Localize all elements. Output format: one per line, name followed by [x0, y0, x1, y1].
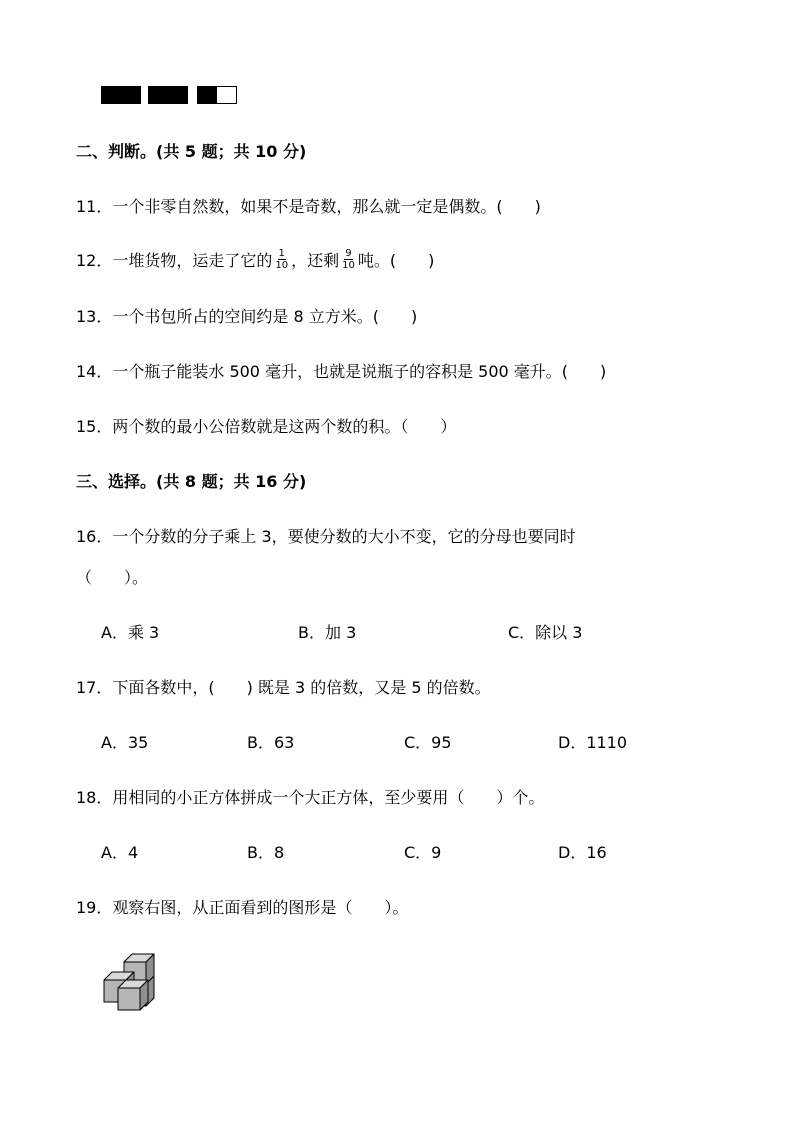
section-title-judge: 二、判断。(共 5 题；共 10 分) [76, 142, 307, 161]
fraction-one-tenth: $\frac{1}{10}$ [275, 248, 289, 271]
q16-option-b[interactable]: B．加 3 [298, 623, 357, 642]
q18-option-a[interactable]: A．4 [101, 843, 139, 862]
section-title-choice: 三、选择。(共 8 题；共 16 分) [76, 472, 307, 491]
q17-option-d[interactable]: D．1110 [558, 733, 628, 752]
question-13: 13．一个书包所占的空间约是 8 立方米。( ) [76, 307, 418, 326]
question-12-middle: ，还剩 [291, 251, 340, 270]
q16-option-a[interactable]: A．乘 3 [101, 623, 160, 642]
q18-option-c[interactable]: C．9 [404, 843, 442, 862]
q17-option-b[interactable]: B．63 [247, 733, 295, 752]
question-12-suffix: 吨。( ) [357, 251, 435, 270]
question-14: 14．一个瓶子能装水 500 毫升，也就是说瓶子的容积是 500 毫升。( ) [76, 362, 607, 381]
question-12 [76, 250, 434, 273]
question-16-line1: 16．一个分数的分子乘上 3，要使分数的大小不变，它的分母也要同时 [76, 527, 576, 546]
question-16-line2: （ ）。 [76, 568, 149, 587]
question-11: 11．一个非零自然数，如果不是奇数，那么就一定是偶数。( ) [76, 197, 541, 216]
question-19: 19．观察右图，从正面看到的图形是（ ）。 [76, 898, 409, 917]
q18-option-b[interactable]: B．8 [247, 843, 285, 862]
q16-option-c[interactable]: C．除以 3 [508, 623, 583, 642]
question-12-prefix: 12．一堆货物，运走了它的 [76, 251, 273, 270]
q18-option-d[interactable]: D．16 [558, 843, 607, 862]
q17-option-a[interactable]: A．35 [101, 733, 149, 752]
score-bar-icon [148, 86, 188, 104]
q17-option-c[interactable]: C．95 [404, 733, 452, 752]
question-15: 15．两个数的最小公倍数就是这两个数的积。（ ） [76, 417, 457, 436]
score-bar-half-icon [197, 86, 237, 104]
cube-stack-icon [100, 948, 160, 1012]
fraction-nine-tenths: $\frac{9}{10}$ [342, 248, 355, 271]
question-18: 18．用相同的小正方体拼成一个大正方体，至少要用（ ）个。 [76, 788, 545, 807]
score-bar-icon [101, 86, 141, 104]
question-17: 17．下面各数中，( ) 既是 3 的倍数，又是 5 的倍数。 [76, 678, 491, 697]
